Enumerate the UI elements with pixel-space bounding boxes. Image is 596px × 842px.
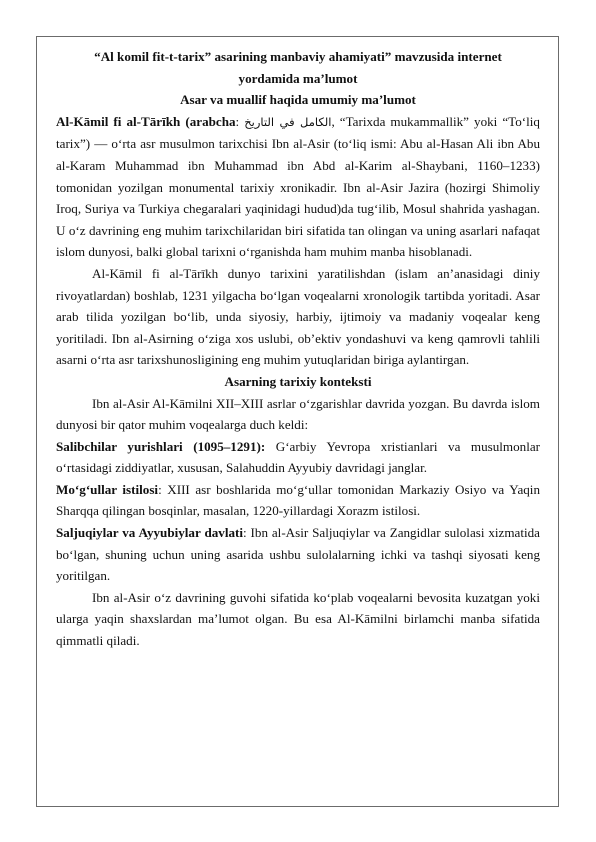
arabic-title: الكامل في التاريخ (244, 114, 332, 129)
document-title (56, 46, 540, 89)
section-heading-context: Asarning tarixiy konteksti (224, 373, 372, 389)
term-mongols: Mo‘g‘ullar istilosi (56, 481, 159, 497)
paragraph-conclusion: Ibn al-Asir o‘z davrining guvohi sifatida ko‘plab voqealarni bevosita kuzatgan yoki ularga yaqin shaxslardan ma’lumot olgan. Bu esa Al-Kāmilni birlamchi manba sifatida qimmatli qiladi. (56, 589, 540, 649)
list-item-crusades (56, 436, 540, 479)
paragraph-intro (56, 111, 540, 263)
text-mongols: : XIII asr boshlarida mo‘g‘ullar tomonidan Markaziy Osiyo va Yaqin Sharqqa qilingan bosqinlar, masalan, 1220-yillardagi Xorazm istilosi. (56, 481, 540, 519)
intro-text: , “Tarixda mukammallik” yoki “To‘liq tarix”) — o‘rta asr musulmon tarixchisi Ibn al-Asir (to‘liq ismi: Abu al-Hasan Ali ibn Abu al-Karam Muhammad ibn Muhammad ibn Abd al-Karim al-Shaybani, 1160–1233) tomonidan yozilgan monumental tarixiy xronikadir. Ibn al-Asir Jazira (hozirgi Shimoliy Iroq, Suriya va Turkiya chegaralari yaqinidagi hudud)da tug‘ilib, Mosul shahrida yashagan. U o‘z davrining eng muhim tarixchilaridan biri sifatida tan olingan va uning asarlari nafaqat islom dunyosi, balki global tarixni o‘rganishda ham muhim manba hisoblanadi. (56, 113, 540, 260)
term-crusades: Salibchilar yurishlari (1095–1291): (56, 438, 266, 454)
list-item-dynasties (56, 522, 540, 587)
text-dynasties: : Ibn al-Asir Saljuqiylar va Zangidlar sulolasi xizmatida bo‘lgan, shuning uchun uning asarida ushbu sulolalarning ichki va tashqi siyosati keng yoritilgan. (56, 525, 540, 584)
paragraph-context: Ibn al-Asir Al-Kāmilni XII–XIII asrlar o‘zgarishlar davrida yozgan. Bu davrda islom dunyosi bir qator muhim voqealarga duch keldi: (56, 395, 540, 433)
paragraph-scope: Al-Kāmil fi al-Tārīkh dunyo tarixini yaratilishdan (islam an’anasidagi diniy rivoyatlardan) boshlab, 1231 yilgacha bo‘lgan voqealarni xronologik tartibda yoritadi. Asar arab tilida yozilgan bo‘lib, unda siyosiy, harbiy, ijtimoiy va madaniy voqealar keng yoritiladi. Ibn al-Asirning o‘ziga xos uslubi, ob’ektiv yondashuvi va keng qamrovli tahlili asarni o‘rta asr tarixshunosligining eng muhim yutuqlaridan biriga aylantirgan. (56, 265, 540, 368)
title-line-2: yordamida ma’lumot (238, 70, 358, 86)
document-body (56, 46, 540, 652)
list-item-mongols (56, 479, 540, 522)
text-crusades: G‘arbiy Yevropa xristianlari va musulmonlar o‘rtasidagi ziddiyatlar, xususan, Salahuddin Ayyubiy davridagi janglar. (56, 438, 540, 476)
term-al-kamil: Al-Kāmil fi al-Tārīkh (arabcha (56, 113, 236, 129)
term-dynasties: Saljuqiylar va Ayyubiylar davlati (56, 525, 244, 541)
intro-colon: : (235, 113, 245, 129)
section-heading-overview: Asar va muallif haqida umumiy ma’lumot (180, 92, 416, 108)
title-line-1: “Al komil fit-t-tarix” asarining manbaviy ahamiyati” mavzusida internet (94, 49, 502, 64)
